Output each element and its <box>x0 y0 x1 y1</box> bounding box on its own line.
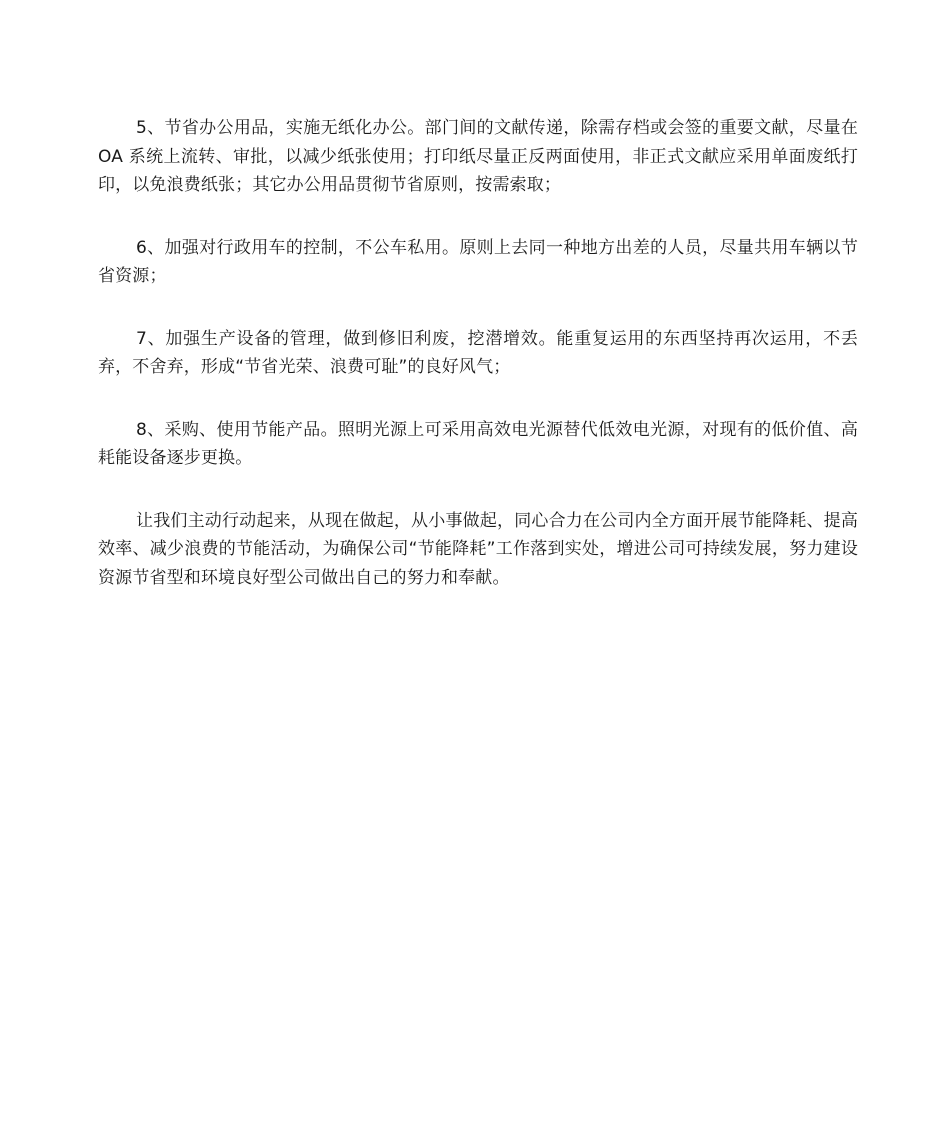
document-body <box>98 114 858 626</box>
paragraph-item-7: 7、加强生产设备的管理，做到修旧利废，挖潜增效。能重复运用的东西坚持再次运用，不丢弃，不舍弃，形成“节省光荣、浪费可耻”的良好风气； <box>98 328 858 377</box>
paragraph-item-8: 8、采购、使用节能产品。照明光源上可采用高效电光源替代低效电光源，对现有的低价值、高耗能设备逐步更换。 <box>98 419 858 468</box>
paragraph-item-5: 5、节省办公用品，实施无纸化办公。部门间的文献传递，除需存档或会签的重要文献，尽量在 OA 系统上流转、审批，以减少纸张使用；打印纸尽量正反两面使用，非正式文献应采用单面废纸打印，以免浪费纸张；其它办公用品贯彻节省原则，按需索取； <box>98 118 858 195</box>
paragraph-conclusion: 让我们主动行动起来，从现在做起，从小事做起，同心合力在公司内全方面开展节能降耗、提高效率、减少浪费的节能活动，为确保公司“节能降耗”工作落到实处，增进公司可持续发展，努力建设资源节省型和环境良好型公司做出自己的努力和奉献。 <box>98 510 858 588</box>
paragraph-item-6: 6、加强对行政用车的控制，不公车私用。原则上去同一种地方出差的人员，尽量共用车辆以节省资源； <box>98 237 858 286</box>
